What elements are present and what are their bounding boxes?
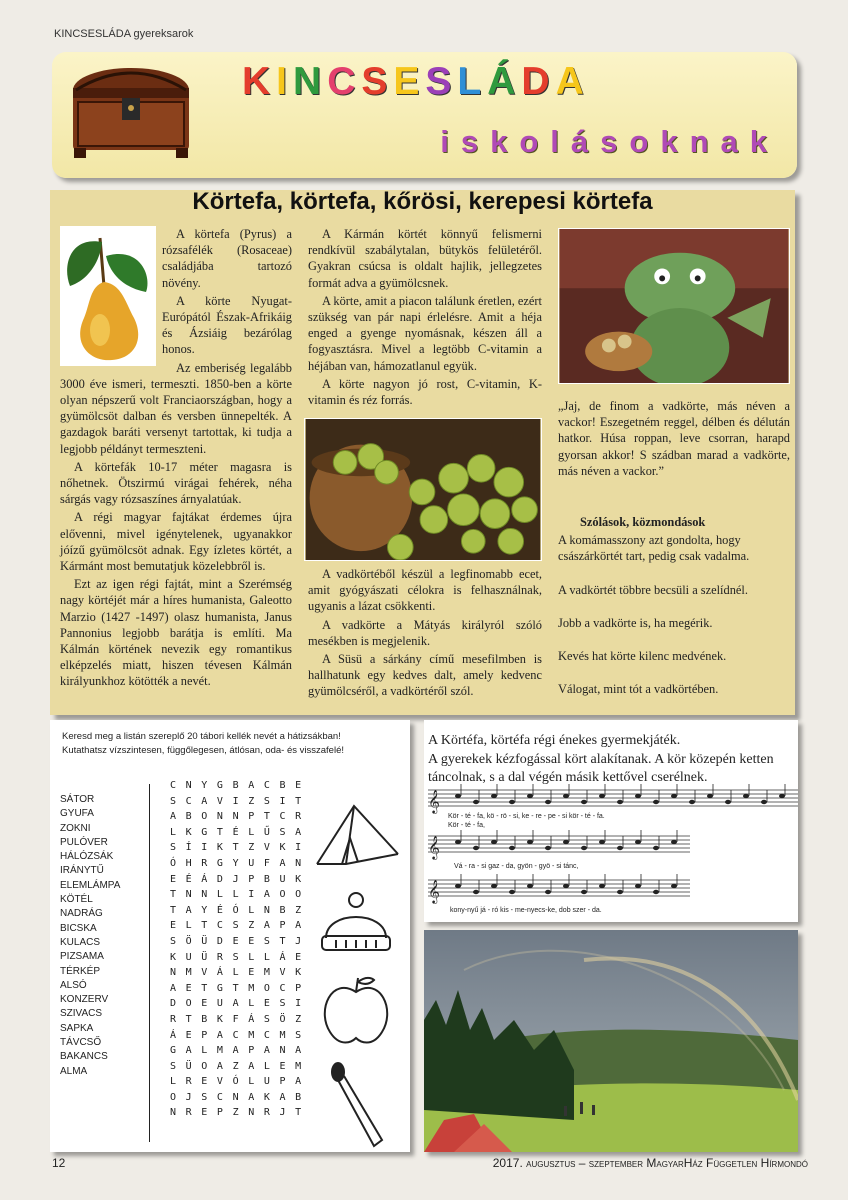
music-note — [689, 800, 695, 804]
word-list-item: NADRÁG — [60, 908, 103, 920]
music-note — [581, 800, 587, 804]
article-column-2-top — [308, 226, 542, 410]
banner-title-letter: A — [555, 60, 590, 103]
word-list — [60, 793, 120, 1079]
beanie-icon — [322, 893, 390, 950]
music-note — [581, 846, 587, 850]
music-note — [653, 800, 659, 804]
pear-article — [50, 190, 795, 715]
music-note — [671, 884, 677, 888]
music-note — [491, 884, 497, 888]
banner-subtitle: iskolásoknak — [440, 124, 779, 159]
col1-paragraph-6: Ezt az igen régi fajtát, mint a Szerémség nagy körtéjét már a híres humanista, Galeotto Marzio (1427 -1497) olasz humanista, Janus Pannonius legjobb barátja is említi. Ma Kálmán körtének nevezik egy romantikus elképzelés miatt, hiszen tévesen Kálmán királyunkhoz kötötték a nevét. — [60, 577, 292, 689]
rainbow-meadow-photo — [424, 930, 798, 1152]
letter-grid-row: N R E P Z N R J T — [170, 1107, 303, 1119]
song-text-line: A Körtéfa, körtéfa régi énekes gyermekjáték. — [428, 733, 681, 748]
col2-paragraph-6: A Süsü a sárkány című mesefilmben is hallhatunk egy kedves dalt, amely kedvenc gyümölcséről, a vadkörtéről szól. — [308, 652, 542, 699]
letter-grid-row: D O E U A L E S I — [170, 998, 303, 1010]
puzzle-illustrations — [312, 780, 402, 1150]
word-list-item: ELEMLÁMPA — [60, 879, 121, 891]
col1-paragraph-1: A körtefa (Pyrus) a rózsafélék (Rosaceae) családjába tartozó növény. — [162, 227, 292, 290]
letter-grid-row: O J S C N A K A B — [170, 1091, 303, 1103]
music-note — [509, 800, 515, 804]
word-list-item: KULACS — [60, 936, 101, 948]
song-box — [424, 720, 798, 922]
col1-paragraph-4: A körtefák 10-17 méter magasra is nőhetnek. Ötszirmú virágai fehérek, néha sárgás vagy rózsaszínes árnyalatúak. — [60, 459, 292, 507]
word-list-item: IRÁNYTŰ — [60, 865, 104, 877]
col1-paragraph-2: A körte Nyugat-Európától Észak-Afrikáig és Ázsiáig bezárólag honos. — [162, 293, 292, 357]
music-note — [527, 794, 533, 798]
music-note — [491, 840, 497, 844]
word-search-puzzle — [50, 720, 410, 1152]
word-list-item: BICSKA — [60, 922, 97, 934]
article-column-1 — [60, 226, 292, 692]
letter-grid-row: Á E P A C M C M S — [170, 1029, 303, 1041]
saying-item: Válogat, mint tót a vadkörtében. — [558, 682, 719, 697]
music-note — [563, 840, 569, 844]
music-note — [617, 800, 623, 804]
col2-paragraph-2: A körte, amit a piacon találunk éretlen, ezért szükség van pár napi érlelésre. Amit a héja enged a gyenge nyomásnak, készen áll a fogyasztásra. Mivel a legtöbb C-vitamin a héjában van, hámozatlanul együk. — [308, 293, 542, 373]
saying-item: A komámasszony azt gondolta, hogy császárkörtét tart, pedig csak vadalma. — [558, 533, 750, 564]
word-list-item: SZIVACS — [60, 1008, 103, 1020]
banner-title-letter: K — [242, 60, 277, 103]
letter-grid-row: G A L M A P A N A — [170, 1045, 303, 1057]
word-list-item: KONZERV — [60, 994, 109, 1006]
divider-line — [149, 784, 150, 1142]
music-note — [545, 846, 551, 850]
puzzle-instruction-line: Kutathatsz vízszintesen, függőlegesen, átlósan, oda- és visszafelé! — [62, 745, 344, 756]
footer-issue: 2017. augusztus – szeptember MagyarHáz Független Hírmondó — [492, 1156, 808, 1170]
svg-text:𝄞: 𝄞 — [428, 879, 440, 903]
letter-grid-row: L K G T É L Ű S A — [170, 826, 303, 838]
word-list-item: GYUFA — [60, 808, 94, 820]
banner-title-letter: S — [425, 60, 458, 103]
col2-paragraph-5: A vadkörte a Mátyás királyról szóló mesékben is megjelenik. — [308, 617, 542, 648]
banner-title-letter: E — [393, 60, 426, 103]
music-note — [635, 840, 641, 844]
article-title: Körtefa, körtefa, kőrösi, kerepesi körtefa — [192, 188, 653, 215]
word-list-item: ZOKNI — [60, 822, 91, 834]
puzzle-instructions — [62, 730, 344, 758]
music-note — [599, 840, 605, 844]
page-header-section: KINCSESLÁDA gyereksarok — [54, 28, 194, 40]
word-list-item: ALSÓ — [60, 979, 87, 991]
letter-grid-row: L R E V Ó L U P A — [170, 1076, 303, 1088]
word-list-item: SÁTOR — [60, 794, 95, 805]
col1-paragraph-3: Az emberiség legalább 3000 éve ismeri, termeszti. 1850-ben a körte olyan népszerű volt Franciaországban, hogy a gyümölcsöt dalban és versben ünnepelték. A gazdagok baráti versenyt tartottak, ki tudja a legjobb példányt termeszteni. — [60, 360, 292, 456]
col2-paragraph-3: A körte nagyon jó rost, C-vitamin, K-vitamin és réz forrás. — [308, 376, 542, 408]
treasure-chest-image — [66, 62, 196, 162]
letter-grid-row: K U Ü R S L L Á E — [170, 951, 303, 963]
sheet-music — [428, 780, 798, 920]
svg-text:𝄞: 𝄞 — [428, 789, 440, 813]
letter-grid-row: R T B K F Á S Ö Z — [170, 1013, 303, 1025]
music-note — [455, 840, 461, 844]
music-note — [671, 840, 677, 844]
music-note — [599, 794, 605, 798]
svg-text:𝄞: 𝄞 — [428, 835, 440, 859]
word-list-item: TÉRKÉP — [60, 965, 101, 977]
music-note — [581, 890, 587, 894]
music-note — [527, 840, 533, 844]
banner-title-letter: I — [276, 60, 294, 103]
apple-icon — [325, 978, 387, 1043]
sayings-title: Szólások, közmondások — [580, 515, 706, 529]
letter-grid-row: A E T G T M O C P — [170, 982, 303, 994]
banner-title-letter: C — [327, 60, 362, 103]
music-note — [473, 800, 479, 804]
article-column-2-bottom — [308, 566, 542, 702]
music-note — [635, 884, 641, 888]
kincseslada-banner — [52, 52, 797, 178]
saying-item: A vadkörtét többre becsüli a szelídnél. — [558, 582, 748, 597]
puzzle-instruction-line: Keresd meg a listán szereplő 20 tábori kellék nevét a hátizsákban! — [62, 731, 341, 742]
music-note — [653, 890, 659, 894]
music-note — [779, 794, 785, 798]
letter-grid-row: N M V Á L E M V K — [170, 967, 303, 979]
music-note — [455, 884, 461, 888]
music-note — [725, 800, 731, 804]
music-note — [635, 794, 641, 798]
letter-grid — [170, 778, 303, 1121]
word-list-item: ALMA — [60, 1065, 88, 1077]
word-list-item: KÖTÉL — [60, 894, 93, 906]
song-text-line: A gyerekek kézfogással kört alakítanak. A kör közepén ketten — [428, 751, 774, 767]
lyric-line-1b: Kör - té - fa, — [448, 822, 485, 829]
music-note — [707, 794, 713, 798]
letter-grid-row: E L T C S Z A P A — [170, 920, 303, 932]
susu-dragon-photo — [558, 228, 790, 384]
music-note — [509, 890, 515, 894]
music-note — [455, 794, 461, 798]
music-note — [509, 846, 515, 850]
song-text-line: táncolnak, s a dal végén másik kettővel cserélnek. — [428, 770, 708, 785]
letter-grid-row: S C A V I Z S I T — [170, 795, 303, 807]
music-note — [761, 800, 767, 804]
tent-icon — [317, 806, 398, 864]
banner-title-letter: L — [457, 60, 488, 103]
word-list-item: PIZSAMA — [60, 951, 104, 963]
word-list-item: TÁVCSŐ — [60, 1037, 102, 1049]
pear-basket-photo — [304, 418, 542, 561]
pear-image — [60, 226, 156, 366]
letter-grid-row: T N N L L I A O O — [170, 889, 303, 901]
music-note — [599, 884, 605, 888]
music-note — [545, 800, 551, 804]
letter-grid-row: Ó H R G Y U F A N — [170, 857, 303, 869]
music-note — [563, 884, 569, 888]
banner-title-letter: Á — [487, 60, 522, 103]
music-note — [473, 846, 479, 850]
music-note — [671, 794, 677, 798]
music-note — [617, 890, 623, 894]
banner-title-letter: D — [521, 60, 556, 103]
banner-title-letter: N — [293, 60, 328, 103]
music-note — [527, 884, 533, 888]
letter-grid-row: C N Y G B A C B E — [170, 780, 303, 791]
saying-item: Jobb a vadkörte is, ha megérik. — [558, 615, 713, 630]
banner-title-letter: S — [361, 60, 394, 103]
letter-grid-row: A B O N N P T C R — [170, 811, 303, 823]
word-list-item: HÁLÓZSÁK — [60, 851, 114, 863]
col2-paragraph-1: A Kármán körtét könnyű felismerni rendkívül szabálytalan, bütykös felületéről. Gyakran csúcsa is oldalt hajlik, jellegzetes formát adva a gyümölcsnek. — [308, 227, 542, 290]
song-quote: „Jaj, de finom a vadkörte, más néven a vackor! Eszegetném reggel, délben és délután hatkor. Húsa roppan, leve csorran, harapd gyorsan akkor! S szádban marad a vadkörte, más néven a vackor.” — [558, 399, 790, 478]
col1-paragraph-5: A régi magyar fajtákat érdemes újra elővenni, mivel igénytelenek, ugyanakkor jóízű gyümölcsöt adnak. Egy ízletes körtét, a Kármánt most bemutatjuk közelebbről is. — [60, 510, 292, 574]
music-note — [653, 846, 659, 850]
page-number: 12 — [52, 1156, 66, 1170]
sayings-section — [558, 514, 790, 714]
letter-grid-row: S Ö Ü D E E S T J — [170, 935, 303, 947]
saying-item: Kevés hat körte kilenc medvének. — [558, 649, 727, 664]
lyric-line-1: Kör - té - fa, kö - rö - si, ke - re - pe - si kör - té - fa. — [448, 813, 605, 820]
col2-paragraph-4: A vadkörtéből készül a legfinomabb ecet, amit gyógyászati célokra is felhasználnak, ugyanis a lázat csökkenti. — [308, 567, 542, 614]
word-list-item: PULÓVER — [60, 836, 108, 848]
music-note — [617, 846, 623, 850]
letter-grid-row: T A Y É Ó L N B Z — [170, 904, 303, 916]
lyric-line-3: kony-nyű já - ró kis - me-nyecs-ke, dob szer - da. — [450, 907, 602, 914]
letter-grid-row: S Í I K T Z V K I — [170, 842, 303, 854]
music-note — [473, 890, 479, 894]
word-list-item: BAKANCS — [60, 1051, 108, 1063]
music-note — [563, 794, 569, 798]
letter-grid-row: S Ü O A Z A L E M — [170, 1060, 303, 1072]
word-list-item: SAPKA — [60, 1022, 94, 1034]
letter-grid-row: E É Á D J P B U K — [170, 873, 303, 885]
music-note — [743, 794, 749, 798]
music-note — [545, 890, 551, 894]
banner-title — [242, 60, 590, 104]
lyric-line-2: Vá - ra - si gaz - da, gyön - gyö - si tánc, — [454, 863, 579, 870]
music-note — [491, 794, 497, 798]
matchstick-icon — [332, 1063, 382, 1146]
